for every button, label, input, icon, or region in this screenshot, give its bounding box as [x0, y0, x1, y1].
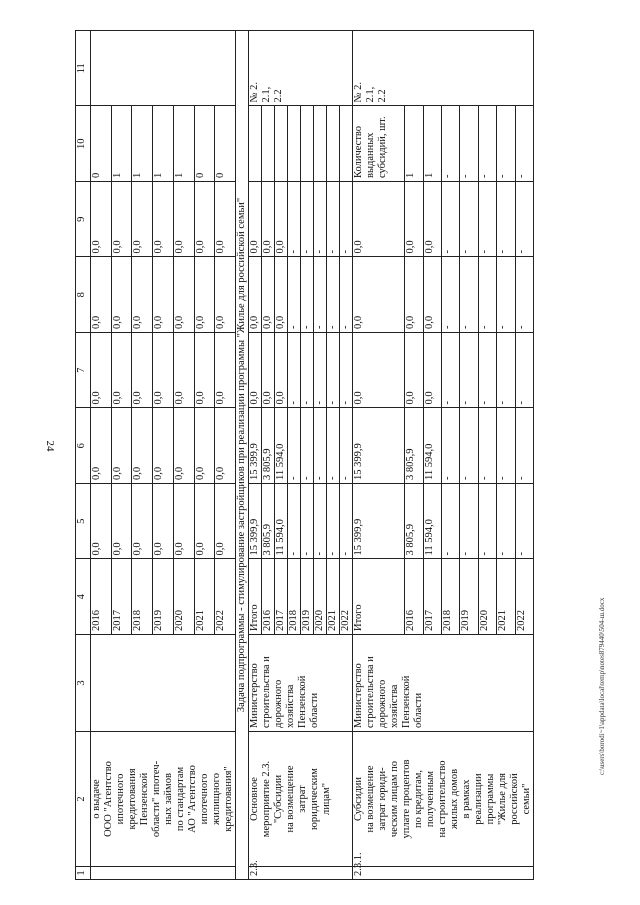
value-cell: 0,0: [111, 408, 132, 484]
value-cell: -: [478, 484, 496, 560]
value-cell: -: [288, 257, 301, 333]
value-cell: -: [314, 408, 327, 484]
indicator-cell: 1: [423, 106, 441, 182]
col-header: 2: [76, 732, 91, 867]
year-cell: 2018: [288, 559, 301, 635]
indicator-cell: 1: [405, 106, 423, 182]
value-cell: 0,0: [353, 257, 405, 333]
indicator-cell: -: [497, 106, 515, 182]
indicator-cell: -: [515, 106, 533, 182]
value-cell: 11 594,0: [423, 408, 441, 484]
value-cell: 3 805,9: [405, 484, 423, 560]
year-cell: 2021: [497, 559, 515, 635]
value-cell: 0,0: [262, 257, 275, 333]
year-cell: 2022: [515, 559, 533, 635]
year-cell: 2020: [478, 559, 496, 635]
value-cell: -: [314, 333, 327, 409]
value-cell: 0,0: [153, 182, 174, 258]
year-cell: 2022: [215, 559, 236, 635]
value-cell: 0,0: [173, 484, 194, 560]
value-cell: 0,0: [423, 257, 441, 333]
value-cell: -: [478, 257, 496, 333]
year-cell: 2016: [262, 559, 275, 635]
value-cell: -: [460, 408, 478, 484]
value-cell: 0,0: [275, 257, 288, 333]
col-header: 8: [76, 257, 91, 333]
value-cell: -: [327, 257, 340, 333]
rotated-table-container: [75, 30, 635, 880]
value-cell: 0,0: [275, 333, 288, 409]
value-cell: -: [442, 182, 460, 258]
col-header: 7: [76, 333, 91, 409]
value-cell: -: [288, 484, 301, 560]
value-cell: -: [340, 408, 353, 484]
value-cell: 0,0: [153, 257, 174, 333]
value-cell: -: [515, 408, 533, 484]
indicator-cell: -: [442, 106, 460, 182]
value-cell: -: [442, 484, 460, 560]
value-cell: 11 594,0: [423, 484, 441, 560]
value-cell: -: [288, 182, 301, 258]
year-cell: 2018: [132, 559, 153, 635]
value-cell: 0,0: [215, 257, 236, 333]
value-cell: 0,0: [353, 333, 405, 409]
value-cell: 3 805,9: [262, 484, 275, 560]
indicator-cell: -: [478, 106, 496, 182]
value-cell: 1: [132, 106, 153, 182]
page-number: 24: [44, 440, 56, 452]
section-title-row: [236, 31, 249, 880]
value-cell: 0,0: [215, 333, 236, 409]
value-cell: -: [497, 408, 515, 484]
value-cell: 0,0: [91, 182, 112, 258]
value-cell: -: [340, 484, 353, 560]
value-cell: -: [327, 333, 340, 409]
value-cell: -: [497, 257, 515, 333]
value-cell: -: [301, 257, 314, 333]
value-cell: 0,0: [249, 333, 262, 409]
value-cell: 0,0: [111, 484, 132, 560]
value-cell: -: [288, 408, 301, 484]
value-cell: 0,0: [132, 182, 153, 258]
col-header: 6: [76, 408, 91, 484]
value-cell: 0,0: [194, 333, 215, 409]
value-cell: 3 805,9: [405, 408, 423, 484]
value-cell: -: [460, 333, 478, 409]
year-cell: 2022: [340, 559, 353, 635]
value-cell: -: [314, 182, 327, 258]
value-cell: -: [288, 333, 301, 409]
value-cell: -: [478, 408, 496, 484]
value-cell: 0,0: [249, 182, 262, 258]
value-cell: 0,0: [153, 408, 174, 484]
value-cell: 1: [153, 106, 174, 182]
value-cell: 0,0: [132, 257, 153, 333]
col-header: 11: [76, 31, 91, 107]
description-cell: Субсидии на возмещение затрат юриди- ческим лицам по уплате процентов по кредитам, полученным на строительство жилых домов в рамках реализации программы "Жилье для российской семьи": [353, 732, 534, 867]
value-cell: 0,0: [173, 257, 194, 333]
value-cell: 15 399,9: [353, 408, 405, 484]
value-cell: 0,0: [173, 408, 194, 484]
value-cell: 0: [215, 106, 236, 182]
value-cell: -: [314, 257, 327, 333]
value-cell: 0,0: [111, 333, 132, 409]
value-cell: 0,0: [194, 408, 215, 484]
value-cell: 0,0: [91, 408, 112, 484]
year-cell: 2020: [173, 559, 194, 635]
value-cell: 1: [173, 106, 194, 182]
value-cell: -: [301, 408, 314, 484]
value-cell: 0,0: [194, 484, 215, 560]
value-cell: 0,0: [132, 408, 153, 484]
value-cell: 0,0: [194, 182, 215, 258]
section-title: Задача подпрограммы - стимулирование застройщиков при реализации программы "Жилье для российской семьи": [236, 31, 249, 880]
col-header: 1: [76, 867, 91, 880]
year-cell: 2021: [194, 559, 215, 635]
value-cell: 0,0: [173, 182, 194, 258]
value-cell: 11 594,0: [275, 408, 288, 484]
value-cell: 0,0: [262, 333, 275, 409]
executor-cell: Министерство строительства и дорожного хозяйства Пензенской области: [249, 635, 353, 732]
row-code-cell: [91, 867, 236, 880]
value-cell: 0,0: [353, 182, 405, 258]
indicator-cell: Количество выданных субсидий, шт.: [353, 106, 405, 182]
ref-cell: № 2. 2.1, 2.2: [249, 31, 353, 107]
value-cell: 0,0: [405, 257, 423, 333]
value-cell: -: [460, 484, 478, 560]
value-cell: -: [515, 257, 533, 333]
indicator-cell: [327, 106, 340, 182]
value-cell: -: [497, 182, 515, 258]
value-cell: -: [442, 408, 460, 484]
value-cell: 0,0: [111, 257, 132, 333]
value-cell: 15 399,9: [353, 484, 405, 560]
year-cell: 2021: [327, 559, 340, 635]
year-cell: 2018: [442, 559, 460, 635]
col-header: 3: [76, 635, 91, 732]
value-cell: 0,0: [194, 257, 215, 333]
year-cell: 2020: [314, 559, 327, 635]
value-cell: -: [442, 333, 460, 409]
value-cell: -: [515, 182, 533, 258]
value-cell: 3 805,9: [262, 408, 275, 484]
year-cell: 2017: [423, 559, 441, 635]
value-cell: 11 594,0: [275, 484, 288, 560]
indicator-cell: -: [460, 106, 478, 182]
row-code-cell: 2.3.: [249, 867, 353, 880]
value-cell: 1: [111, 106, 132, 182]
value-cell: -: [478, 333, 496, 409]
table-row: [353, 31, 405, 880]
year-cell: 2019: [460, 559, 478, 635]
value-cell: 0,0: [405, 333, 423, 409]
year-cell: 2017: [275, 559, 288, 635]
file-path-footer: c:\users\borodi~1\appdata\local\temp\notes879440\504-ш.docx: [598, 597, 606, 775]
value-cell: -: [460, 182, 478, 258]
col-header: 4: [76, 559, 91, 635]
value-cell: -: [460, 257, 478, 333]
value-cell: 0,0: [91, 484, 112, 560]
description-cell: Основное мероприятие 2.3. "Субсидии на возмещение затрат юридическим лицам": [249, 732, 353, 867]
indicator-cell: [314, 106, 327, 182]
year-cell: 2019: [301, 559, 314, 635]
indicator-cell: [275, 106, 288, 182]
value-cell: -: [442, 257, 460, 333]
value-cell: 0,0: [132, 484, 153, 560]
table-row: [249, 31, 262, 880]
value-cell: 15 399,9: [249, 408, 262, 484]
description-cell: о выдаче ООО "Агентство ипотечного кредитования Пензенской области" ипотеч- ных займов по стандартам АО "Агентство ипотечного жилищного кредитования": [91, 732, 236, 867]
value-cell: -: [327, 484, 340, 560]
year-cell: 2019: [153, 559, 174, 635]
indicator-cell: [262, 106, 275, 182]
row-code-cell: 2.3.1.: [353, 867, 534, 880]
value-cell: 0: [91, 106, 112, 182]
year-cell: 2016: [405, 559, 423, 635]
value-cell: -: [478, 182, 496, 258]
year-cell: Итого: [249, 559, 262, 635]
value-cell: 0,0: [249, 257, 262, 333]
value-cell: -: [340, 182, 353, 258]
indicator-cell: [249, 106, 262, 182]
value-cell: 0,0: [91, 257, 112, 333]
value-cell: -: [340, 257, 353, 333]
year-cell: 2016: [91, 559, 112, 635]
value-cell: -: [515, 484, 533, 560]
value-cell: 0: [194, 106, 215, 182]
value-cell: 0,0: [423, 333, 441, 409]
value-cell: 0,0: [262, 182, 275, 258]
table-row: [91, 31, 112, 880]
indicator-cell: [288, 106, 301, 182]
value-cell: 0,0: [215, 182, 236, 258]
value-cell: 0,0: [215, 484, 236, 560]
value-cell: -: [515, 333, 533, 409]
ref-cell: № 2. 2.1, 2.2: [353, 31, 534, 107]
executor-cell: Министерство строительства и дорожного хозяйства Пензенской области: [353, 635, 534, 732]
value-cell: -: [301, 182, 314, 258]
ref-cell: [91, 31, 236, 107]
value-cell: 0,0: [132, 333, 153, 409]
value-cell: 0,0: [275, 182, 288, 258]
executor-cell: [91, 635, 236, 732]
value-cell: -: [497, 333, 515, 409]
value-cell: -: [314, 484, 327, 560]
value-cell: 0,0: [91, 333, 112, 409]
value-cell: -: [301, 333, 314, 409]
year-cell: Итого: [353, 559, 405, 635]
value-cell: -: [340, 333, 353, 409]
value-cell: 0,0: [153, 333, 174, 409]
value-cell: -: [327, 408, 340, 484]
value-cell: 15 399,9: [249, 484, 262, 560]
year-cell: 2017: [111, 559, 132, 635]
col-header: 10: [76, 106, 91, 182]
program-table: [75, 30, 534, 880]
col-header: 5: [76, 484, 91, 560]
value-cell: -: [301, 484, 314, 560]
column-number-row: [76, 31, 91, 880]
indicator-cell: [301, 106, 314, 182]
value-cell: 0,0: [111, 182, 132, 258]
value-cell: -: [327, 182, 340, 258]
value-cell: 0,0: [215, 408, 236, 484]
value-cell: 0,0: [173, 333, 194, 409]
value-cell: 0,0: [153, 484, 174, 560]
value-cell: 0,0: [405, 182, 423, 258]
value-cell: 0,0: [423, 182, 441, 258]
indicator-cell: [340, 106, 353, 182]
value-cell: -: [497, 484, 515, 560]
col-header: 9: [76, 182, 91, 258]
